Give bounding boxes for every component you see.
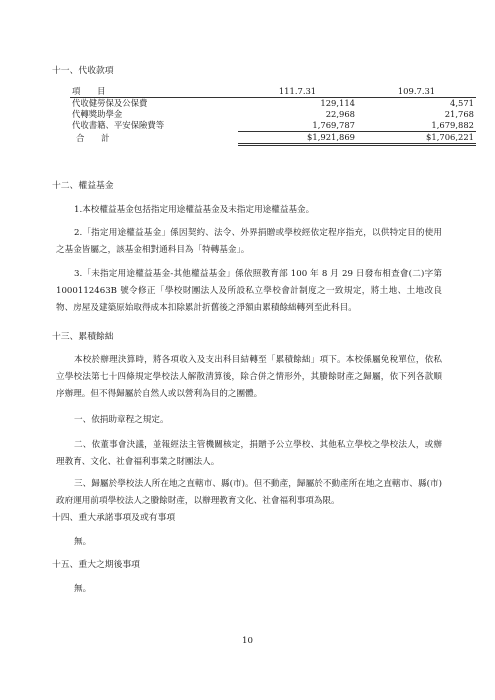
paragraph-13-1: 本校於辦理決算時，將各項收入及支出科目結轉至「累積餘絀」項下。本校係屬免稅單位，依私立學校法第七十四條規定學校法人解散清算後，除合併之情形外，其賸餘財產之歸屬，依下列各款順序辦理。但不得歸屬於自然人或以營利為目的之團體。 (56, 355, 442, 399)
list-item-13-2: 二、依董事會決議，並報經法主管機關核定，捐贈予公立學校、其他私立學校之學校法人，或辦理教育、文化、社會福利事業之財團法人。 (56, 440, 442, 467)
row-value-2022: 22,968 (325, 109, 355, 119)
total-value-2020: $1,706,221 (357, 132, 476, 145)
paragraph-12-3: 3.「未指定用途權益基金-其他權益基金」係依照教育部 100 年 8 月 29 日發布相查會(二)字第 1000112463B 號令修正「學校財團法人及所設私立學校會計制度之一致規定，將土地、土地改良物、房屋及建築原始取得成本扣除累計折舊後之淨額由累積餘絀轉列至此科目。 (56, 269, 442, 313)
total-value-2022: $1,921,869 (238, 132, 357, 145)
section-11-heading: 十一、代收款項 (52, 66, 114, 76)
row-value-2020: 4,571 (450, 98, 474, 108)
paragraph-12-2: 2.「指定用途權益基金」係因契約、法令、外界捐贈或學校經依定程序指充，以供特定目的使用之基金皆屬之，該基金相對通科目為「特轉基金」。 (56, 228, 442, 255)
row-label: 代收書籍、平安保險費等 (72, 120, 165, 131)
row-value-2022: 1,769,787 (238, 120, 357, 132)
row-value-2022: 129,114 (320, 98, 355, 108)
row-label: 代轉獎助學金 (72, 109, 123, 119)
section-14-heading: 十四、重大承諾事項及或有事項 (52, 513, 176, 523)
row-label: 代收健勞保及公保費 (72, 98, 148, 108)
paragraph-12-1: 1.本校權益基金包括指定用途權益基金及未指定用途權益基金。 (74, 205, 315, 215)
row-value-2020: 21,768 (444, 109, 474, 119)
collections-table (70, 86, 476, 146)
column-header-item: 項 目 (70, 86, 238, 98)
table-header-row (70, 86, 476, 98)
section-15-heading: 十五、重大之期後事項 (52, 560, 140, 570)
column-header-2022: 111.7.31 (238, 86, 357, 98)
section-15-body: 無。 (74, 584, 92, 594)
row-value-2020: 1,679,882 (357, 120, 476, 132)
column-header-2020: 109.7.31 (357, 86, 476, 98)
section-12-heading: 十二、權益基金 (52, 181, 114, 191)
table-row (70, 109, 476, 120)
total-label: 合 計 (76, 132, 110, 143)
page-number: 10 (242, 636, 253, 646)
list-item-13-1: 一、依捐助章程之規定。 (74, 415, 169, 425)
table-row (70, 120, 476, 132)
section-13-heading: 十三、累積餘絀 (52, 332, 114, 342)
table-total-row (70, 132, 476, 145)
table-row (70, 98, 476, 110)
section-14-body: 無。 (74, 537, 92, 547)
list-item-13-3: 三、歸屬於學校法人所在地之直轄市、縣(市)。但不動產，歸屬於不動產所在地之直轄市、縣(市)政府運用前項學校法人之賸餘財產，以辦理教育文化、社會福利事項為限。 (56, 479, 442, 506)
